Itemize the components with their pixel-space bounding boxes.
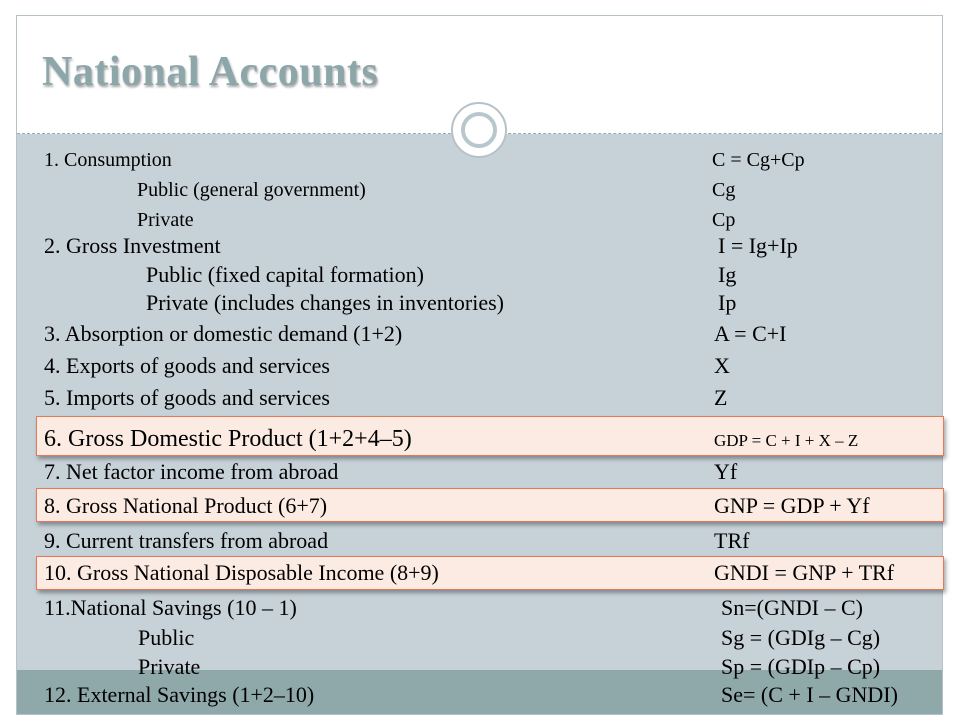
row-label: Private [137,209,194,231]
row-label: 11.National Savings (10 – 1) [44,595,297,620]
row-formula: A = C+I [714,321,787,346]
row-label: 9. Current transfers from abroad [44,528,329,553]
row-label: 10. Gross National Disposable Income (8+9) [44,560,439,585]
row-formula: GDP = C + I + X – Z [714,431,859,450]
row-formula: C = Cg+Cp [712,149,805,171]
row-formula: X [714,353,730,378]
row-label: Public (fixed capital formation) [146,262,424,287]
row-formula: I = Ig+Ip [718,233,798,258]
row-label: 5. Imports of goods and services [44,385,330,410]
row-formula: Se= (C + I – GNDI) [721,682,898,707]
row-label: 6. Gross Domestic Product (1+2+4–5) [44,426,412,452]
row-formula: Sg = (GDIg – Cg) [721,625,881,650]
row-formula: Z [714,385,728,410]
row-label: 4. Exports of goods and services [44,353,330,378]
row-formula: GNP = GDP + Yf [714,493,870,518]
slide-title: National Accounts [42,49,379,95]
row-label: 1. Consumption [44,149,172,171]
row-formula: GNDI = GNP + TRf [714,560,895,585]
row-formula: Cp [712,209,736,231]
row-formula: Ip [718,290,737,315]
row-formula: TRf [714,528,750,553]
row-label: Public [138,625,195,650]
row-formula: Ig [718,262,737,287]
row-label: 8. Gross National Product (6+7) [44,493,328,518]
row-label: 12. External Savings (1+2–10) [44,682,315,707]
row-formula: Sn=(GNDI – C) [721,595,863,620]
row-formula: Cg [712,179,736,201]
circle-ring-icon [451,102,507,158]
row-formula: Yf [714,459,738,484]
row-label: Private [138,654,201,679]
row-label: 3. Absorption or domestic demand (1+2) [44,321,403,346]
row-label: 2. Gross Investment [44,233,221,258]
row-label: Private (includes changes in inventories) [146,290,505,315]
row-label: 7. Net factor income from abroad [44,459,339,484]
row-label: Public (general government) [137,179,366,201]
row-formula: Sp = (GDIp – Cp) [721,654,881,679]
